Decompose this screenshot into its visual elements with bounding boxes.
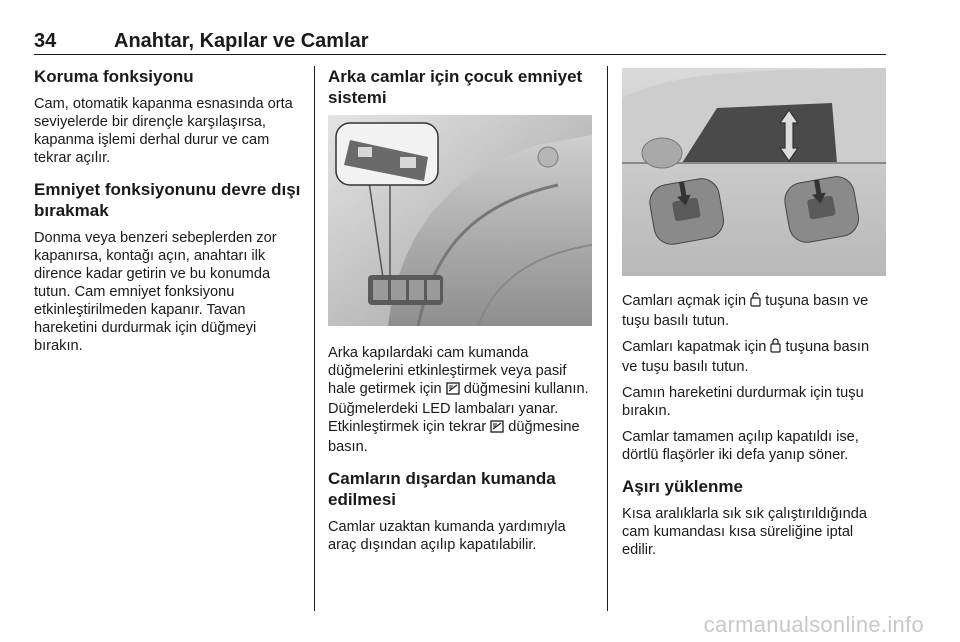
door-switch-illustration [328, 115, 592, 326]
child-window-lock-icon [446, 382, 460, 400]
paragraph: Cam, otomatik kapanma esnasında orta seviyelerde bir dirençle karşılaşırsa, kapanma işlemi derhal durur ve cam tekrar açılır. [34, 96, 293, 166]
column-2-body [328, 344, 594, 562]
column-2 [328, 66, 594, 116]
text-run: tuşuna basın ve tuşu basılı tutun. [622, 293, 869, 329]
watermark: carmanualsonline.info [703, 612, 924, 637]
child-window-lock-icon [490, 420, 504, 438]
column-1 [34, 66, 302, 363]
text-run: tuşuna basın ve tuşu basılı tutun. [622, 339, 870, 375]
column-3 [622, 292, 888, 567]
text-run: Camları açmak için [622, 293, 751, 309]
section-heading: Emniyet fonksiyonunu devre dışı bırakmak [34, 180, 301, 220]
text-run: Arka kapılardaki cam kumanda düğmelerini etkinleştirmek veya pasif hale getirmek için [328, 345, 567, 397]
remote-window-control-illustration [622, 68, 886, 276]
paragraph: Camlar tamamen açılıp kapatıldı ise, dörtlü flaşörler iki defa yanıp söner. [622, 429, 859, 463]
text-run: düğmesini kullanın. Düğmelerdeki LED lambaları yanar. Etkinleştirmek için tekrar [328, 381, 589, 435]
text-run: Camları kapatmak için [622, 339, 771, 355]
paragraph [622, 292, 888, 330]
paragraph: Kısa aralıklarla sık sık çalıştırıldığında cam kumandası kısa süreliğine iptal edilir. [622, 506, 867, 558]
column-divider [607, 66, 608, 611]
page-header [34, 30, 886, 55]
unlock-padlock-icon [750, 292, 761, 312]
paragraph: Camın hareketini durdurmak için tuşu bırakın. [622, 385, 864, 419]
section-heading: Arka camlar için çocuk emniyet sistemi [328, 67, 583, 107]
lock-padlock-icon [770, 338, 781, 358]
section-heading: Camların dışardan kumanda edilmesi [328, 469, 556, 509]
section-heading: Aşırı yüklenme [622, 477, 743, 496]
paragraph [328, 344, 594, 456]
paragraph [622, 338, 888, 376]
page-number: 34 [34, 30, 57, 52]
column-divider [314, 66, 315, 611]
text-run: düğmesine basın. [328, 419, 580, 455]
paragraph: Donma veya benzeri sebeplerden zor kapanırsa, kontağı açın, anahtarı ilk dirence kadar getirin ve bu konumda tutun. Cam emniyet fonksiyonu etkinleştirilmeden kapanır. Tavan hareketini durdurmak için düğmeyi bırakın. [34, 230, 277, 354]
chapter-title: Anahtar, Kapılar ve Camlar [114, 30, 369, 52]
section-heading: Koruma fonksiyonu [34, 67, 194, 86]
paragraph: Camlar uzaktan kumanda yardımıyla araç dışından açılıp kapatılabilir. [328, 519, 566, 553]
